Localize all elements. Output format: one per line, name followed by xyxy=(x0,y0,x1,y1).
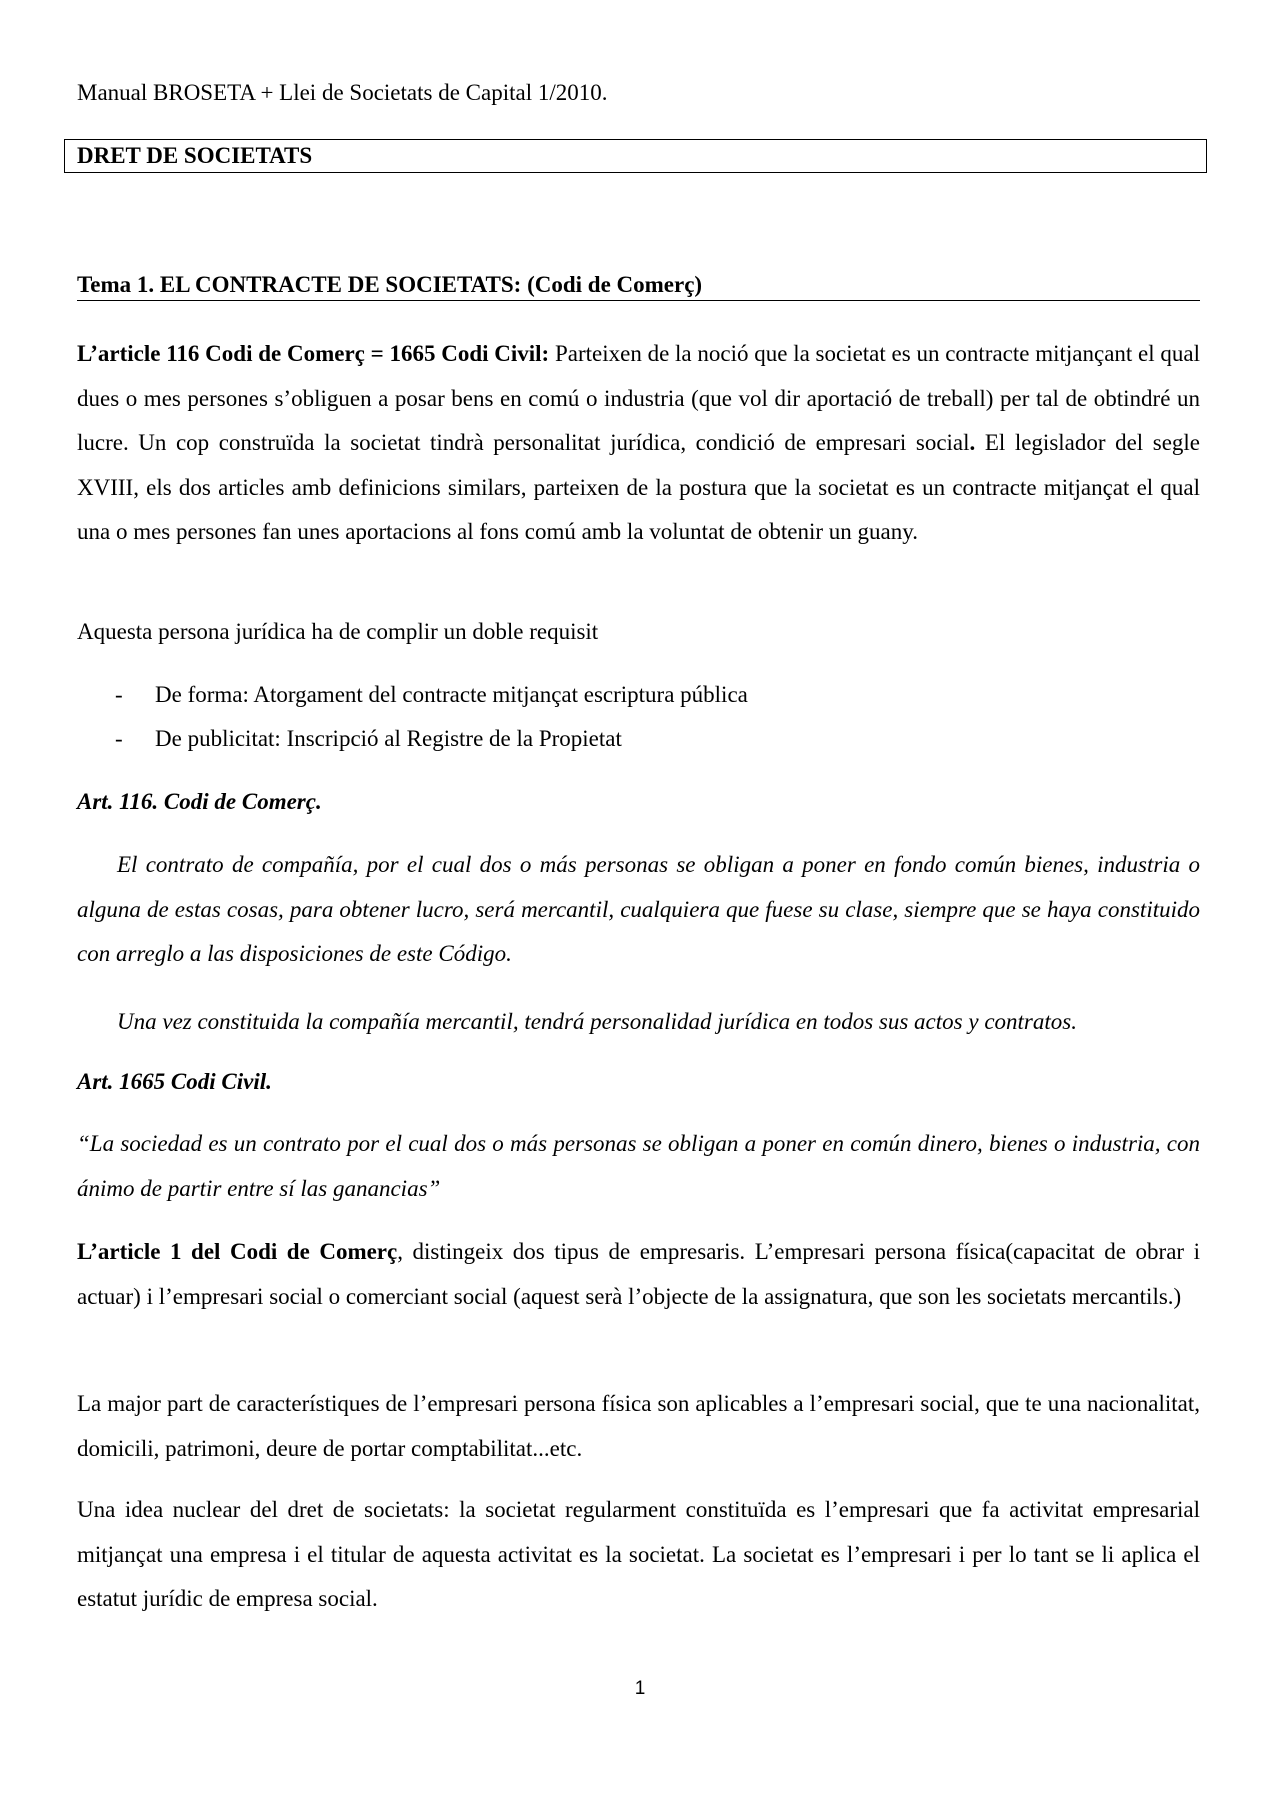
list-item xyxy=(115,724,622,754)
page-number: 1 xyxy=(634,1678,646,1699)
paragraph-bold-lead: L’article 116 Codi de Comerç = 1665 Codi Civil: xyxy=(77,341,550,366)
list-item xyxy=(115,680,748,710)
paragraph-article-1 xyxy=(77,1230,1200,1319)
list-item-text: De forma: Atorgament del contracte mitjançat escriptura pública xyxy=(155,682,748,707)
document-header: Manual BROSETA + Llei de Societats de Capital 1/2010. xyxy=(77,80,608,105)
paragraph-bold-dot: . xyxy=(969,430,976,455)
section-title: DRET DE SOCIETATS xyxy=(77,143,313,168)
paragraph-text: , distingeix dos tipus de empresaris. L’empresari persona física(capacitat de obrar i actuar) i l’empresari social o comerciant social (aquest serà l’objecte de la assignatura, que son les societats mercantils.) xyxy=(77,1239,1201,1309)
paragraph-caracteristiques: La major part de característiques de l’empresari persona física son aplicables a l’empresari social, que te una nacionalitat, domicili, patrimoni, deure de portar comptabilitat...etc. xyxy=(77,1391,1200,1461)
tema-title: Tema 1. EL CONTRACTE DE SOCIETATS: (Codi de Comerç) xyxy=(77,270,1200,301)
paragraph-text: El legislador del segle XVIII, els dos articles amb definicions similars, parteixen de la postura que la societat es un contracte mitjançat el qual una o mes persones fan unes aportacions al fons comú amb la voluntat de obtenir un guany. xyxy=(77,430,1200,544)
section-title-box xyxy=(64,139,1207,173)
paragraph-idea-nuclear: Una idea nuclear del dret de societats: la societat regularment constituïda es l’empresari que fa activitat empresarial mitjançat una empresa i el titular de aquesta activitat es la societat. La societat es l’empresari i per lo tant se li aplica el estatut jurídic de empresa social. xyxy=(77,1497,1200,1611)
list-item-text: De publicitat: Inscripció al Registre de la Propietat xyxy=(155,726,622,751)
art116-paragraph-1: El contrato de compañía, por el cual dos o más personas se obligan a poner en fondo común bienes, industria o alguna de estas cosas, para obtener lucro, será mercantil, cualquiera que fuese su clase, siempre que se haya constituido con arreglo a las disposiciones de este Código. xyxy=(77,852,1200,966)
paragraph-text: Parteixen de la noció que la societat es un contracte mitjançant el qual dues o mes persones s’obliguen a posar bens en comú o industria (que vol dir aportació de treball) per tal de obtindré un lucre. Un cop construïda la societat tindrà personalitat jurídica, condició de empresari social xyxy=(77,341,1200,455)
art1665-quote: “La sociedad es un contrato por el cual dos o más personas se obligan a poner en común dinero, bienes o industria, con ánimo de partir entre sí las ganancias” xyxy=(77,1131,1200,1201)
paragraph-bold-lead: L’article 1 del Codi de Comerç xyxy=(77,1239,398,1264)
paragraph-requisit: Aquesta persona jurídica ha de complir un doble requisit xyxy=(77,619,599,644)
art1665-heading: Art. 1665 Codi Civil. xyxy=(77,1069,272,1094)
art116-heading: Art. 116. Codi de Comerç. xyxy=(77,789,322,814)
paragraph-article-116 xyxy=(77,332,1200,555)
art116-paragraph-2: Una vez constituida la compañía mercantil, tendrá personalidad jurídica en todos sus actos y contratos. xyxy=(117,1009,1077,1034)
list-dash: - xyxy=(115,682,123,707)
list-dash: - xyxy=(115,726,123,751)
